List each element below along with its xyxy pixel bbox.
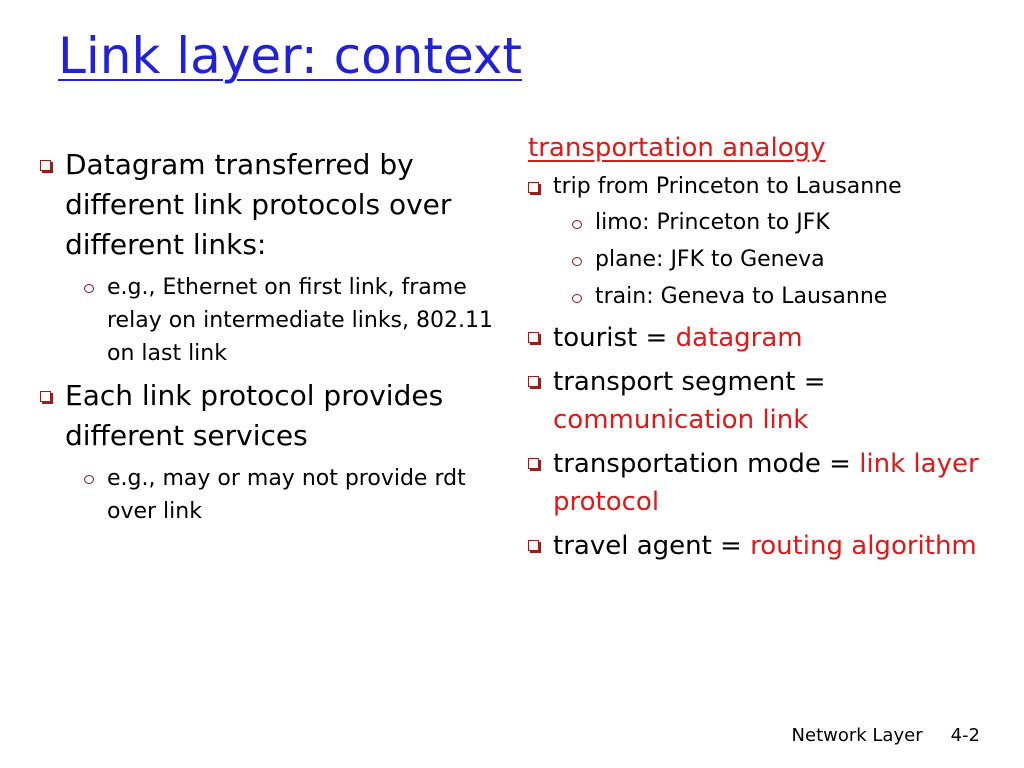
bullet-text: Each link protocol provides different services (65, 379, 444, 452)
footer-page-number: 4-2 (950, 725, 980, 746)
square-bullet-icon (40, 391, 51, 402)
bullet-transportation-mode (528, 445, 998, 521)
analogy-term: transportation mode = (553, 449, 860, 479)
sub-bullet-text: plane: JFK to Geneva (595, 247, 825, 272)
bullet-trip (528, 172, 998, 202)
analogy-term: tourist = (553, 323, 676, 353)
analogy-mapping: datagram (675, 323, 803, 353)
bullet-tourist (528, 319, 998, 357)
bullet-text: Datagram transferred by different link protocols over different links: (65, 148, 452, 261)
ring-bullet-icon (572, 257, 582, 266)
sub-bullet-leg (572, 282, 998, 312)
sub-bullet-leg (572, 245, 998, 275)
ring-bullet-icon (572, 294, 582, 303)
analogy-term: travel agent = (553, 531, 751, 561)
ring-bullet-icon (84, 475, 94, 484)
bullet-text (553, 363, 998, 439)
analogy-mapping: routing algorithm (750, 531, 977, 561)
footer-chapter: Network Layer (791, 725, 923, 746)
sub-bullet-text: e.g., Ethernet on first link, frame relay on intermediate links, 802.11 on last link (107, 275, 493, 366)
bullet-text (553, 527, 977, 565)
bullet-text (553, 319, 803, 357)
bullet-each-link-protocol (40, 376, 495, 456)
sub-bullet-ethernet-example (84, 271, 495, 370)
sub-bullet-rdt-example (84, 462, 495, 528)
right-column (528, 130, 998, 571)
square-bullet-icon (528, 182, 539, 193)
bullet-text (553, 445, 998, 521)
slide-title: Link layer: context (58, 27, 523, 85)
analogy-mapping: communication link (553, 405, 809, 435)
square-bullet-icon (528, 458, 539, 469)
sub-bullet-text: limo: Princeton to JFK (595, 210, 830, 235)
bullet-datagram-transferred (40, 145, 495, 265)
bullet-transport-segment (528, 363, 998, 439)
ring-bullet-icon (84, 284, 94, 293)
analogy-mapping: link layer protocol (553, 449, 979, 517)
bullet-travel-agent (528, 527, 998, 565)
square-bullet-icon (528, 332, 539, 343)
sub-bullet-text: train: Geneva to Lausanne (595, 284, 888, 309)
square-bullet-icon (528, 376, 539, 387)
square-bullet-icon (40, 160, 51, 171)
sub-bullet-leg (572, 208, 998, 238)
slide-footer (792, 725, 980, 746)
sub-bullet-text: e.g., may or may not provide rdt over link (107, 466, 466, 524)
left-column (40, 145, 495, 534)
bullet-text: trip from Princeton to Lausanne (553, 174, 902, 199)
ring-bullet-icon (572, 220, 582, 229)
analogy-heading: transportation analogy (528, 133, 826, 163)
square-bullet-icon (528, 540, 539, 551)
analogy-term: transport segment = (553, 367, 826, 397)
